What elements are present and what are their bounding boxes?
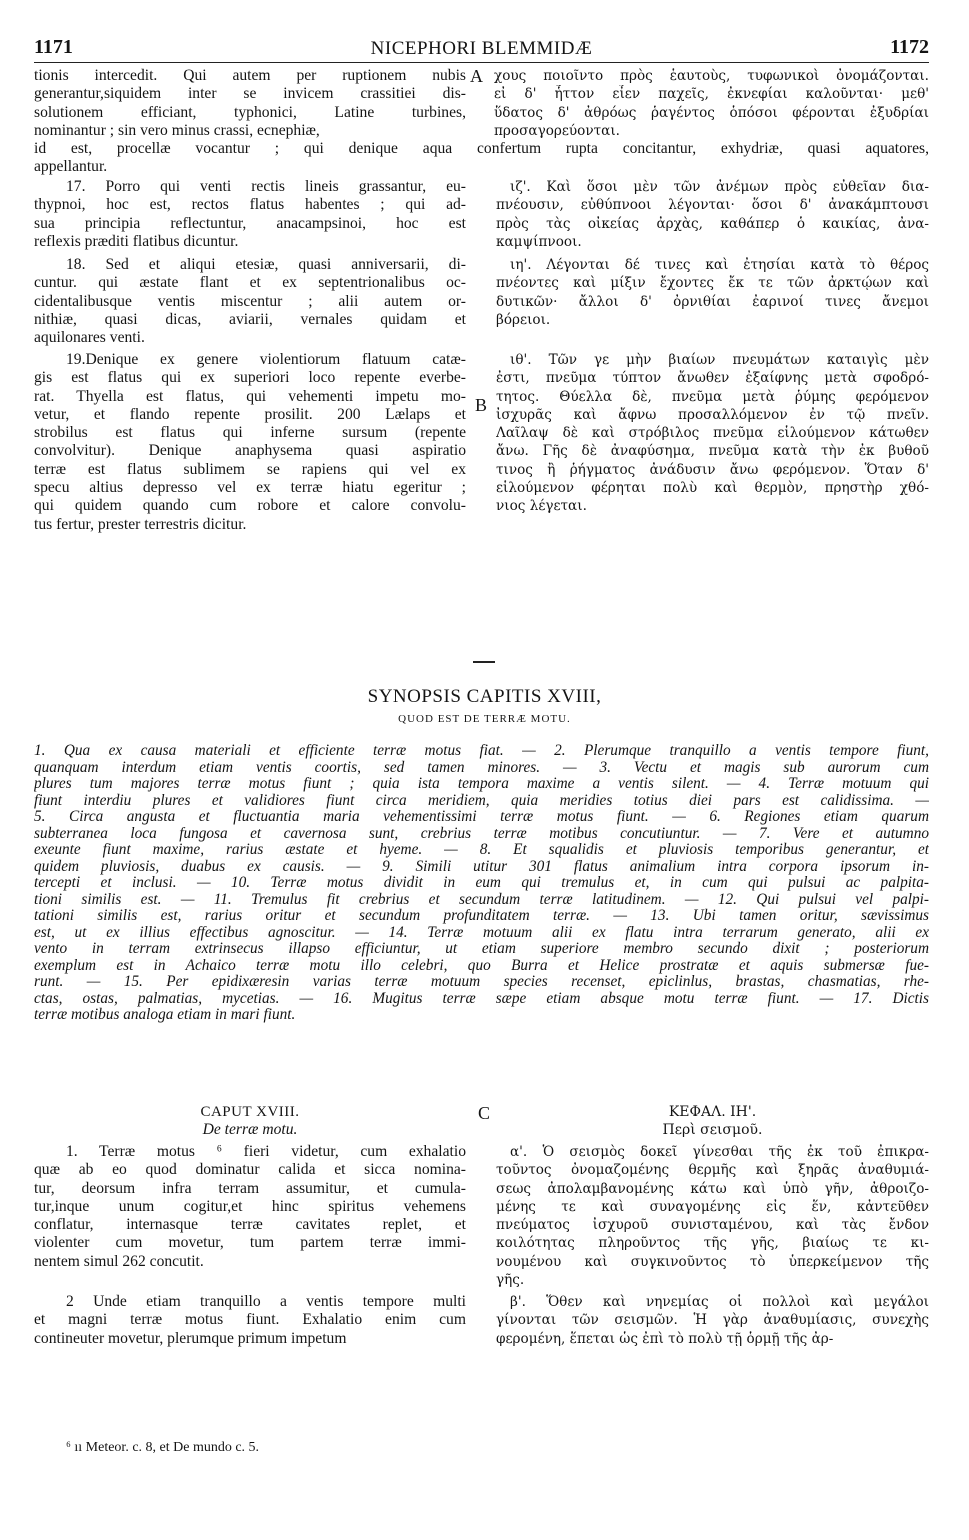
text-line: εἰ δ' ἧττον εἶεν παχεῖς, ἐκνεφίαι καλοῦνται· μεθ': [494, 86, 929, 103]
text-line: runt. — 15. Per epidixæresin varias terræ motuum species recenset, epiclinlus, brastas, chasmatias, rhe-: [34, 974, 929, 990]
text-line: nentem simul 262 concutit.: [34, 1252, 204, 1270]
text-line: tur,inque unum cogitur,et hinc spiritus vehemens: [34, 1197, 466, 1215]
text-line: νιος λέγεται.: [496, 498, 587, 515]
text-line: 1. Terræ motus ⁶ fieri videtur, cum exhalatio: [66, 1143, 466, 1160]
text-line: tercepti et inclusi. — 10. Terræ motus dividit in eum qui tremulus et, in cum qui pulsui ac palpita-: [34, 875, 929, 891]
text-line: cuntur. qui æstate flant et ex septentrionalibus oc-: [34, 274, 466, 292]
latin-para-18: [34, 256, 466, 347]
latin-para-19: [34, 351, 466, 534]
greek-chapter-para-2: [496, 1293, 929, 1348]
margin-letter-c: C: [478, 1103, 491, 1123]
greek-para-18: [496, 256, 929, 329]
text-line: cidentalibusque ventis miscentur ; alii autem or-: [34, 292, 466, 310]
latin-para-17: [34, 178, 466, 251]
caput-latin-subtitle: De terræ motu.: [202, 1121, 298, 1139]
text-line: πνεύματος ἰσχυροῦ συνισταμένου, καὶ τὰς ἔνδον: [496, 1217, 929, 1234]
text-line: tur, deorsum infra terram assumitur, et cumula-: [34, 1179, 466, 1197]
text-line: quidem pluviosis, duabus ex causis. — 9. Simili utitur 301 flatus animalium intra corpora ipsorum in-: [34, 858, 929, 875]
text-line: tionis intercedit. Qui autem per ruptionem nubis: [34, 67, 466, 84]
text-line: δυτικῶν· ἄλλοι δ' ὀρνιθίαι ἐαρινοί τινες ἄνεμοι: [496, 293, 929, 310]
text-line: quæ ab eo quod dominatur calida et sicca nomina-: [34, 1161, 466, 1179]
latin-chapter-para-1: [34, 1143, 466, 1271]
greek-para-19: [496, 351, 929, 516]
running-title: NICEPHORI BLEMMIDÆ: [370, 38, 593, 59]
text-line: 5. Circa angusta et fluctuantia maria vehementissimi terræ motus fiunt. — 6. Regiones etiam quarum: [34, 809, 929, 825]
text-line: quanquam interdum etiam ventis coortis, sed tamen minores. — 3. Vectu et magis sub aurorum cum: [34, 759, 929, 776]
text-line: ιθ'. Τῶν γε μὴν βιαίων πνευμάτων καταιγὶς μὲν: [510, 352, 929, 368]
header-rule: [34, 62, 929, 63]
text-line: κοιλότητας πληροῦντος τῆς γῆς, βιαίως τε κι-: [496, 1235, 929, 1252]
text-line: ἰσχυρᾶς καὶ ἄφνω προσαλλόμενον ἐν τῷ πνεῖν.: [496, 406, 929, 423]
page-number-left: 1171: [34, 36, 73, 58]
text-line: qui quidem quando cum robore et calore convolu-: [34, 497, 466, 515]
text-line: vento in terram extrinsecus illapso efficiuntur, ut etiam superiore membro secundo dixit ; posteriorum: [34, 941, 929, 957]
text-line: gis est flatus qui ex superiori loco repente everbe-: [34, 369, 466, 387]
text-line: ἄνω. Γῆς δὲ ἀναφύσημα, πνεῦμα κατὰ τὴν ἐκ βυθοῦ: [496, 443, 929, 460]
text-line: exeunte fiunt maxime, rarius æstate et hyeme. — 8. Et squalidis et pluviosis temporibus generantur, et: [34, 842, 929, 858]
text-line: τοῦντος ὀνομαζομένης θερμῆς καὶ ξηρᾶς ἀναθυμιά-: [496, 1162, 929, 1179]
text-line: convolvitur). Denique anaphysema quasi aspiratio: [34, 442, 466, 460]
greek-para-17: [496, 178, 929, 251]
page-number-right: 1172: [890, 36, 929, 58]
text-line: reflexis præditi flatibus dicuntur.: [34, 232, 239, 250]
synopsis-subtitle: QUOD EST DE TERRÆ MOTU.: [398, 713, 571, 725]
text-line: ἐστι, πνεῦμα τύπτον ἄνωθεν ἐξαίφνης μετὰ σφοδρό-: [496, 370, 929, 387]
text-line: Λαῖλαψ δὲ καὶ στρόβιλος πνεῦμα εἱλούμενον κάτωθεν: [496, 425, 929, 442]
latin-column-top: [34, 67, 466, 140]
latin-chapter-para-2: [34, 1293, 466, 1348]
text-line: tationi similis est, rarius oritur et secundum profunditatem terræ. — 13. Ubi tamen oritur, sævissimus: [34, 908, 929, 924]
text-line: φερομένη, ἕπεται ὡς ἐπὶ τὸ πολὺ τῇ ὁρμῇ τῆς ἀρ-: [496, 1330, 834, 1347]
text-line: 19.Denique ex genere violentiorum flatuum catæ-: [66, 351, 466, 368]
text-line: α'. Ὁ σεισμὸς δοκεῖ γίνεσθαι τῆς ἐκ τοῦ ἐπικρα-: [510, 1144, 929, 1160]
text-line: solutionem efficiant, typhonici, Latine turbines,: [34, 103, 466, 121]
section-divider: [473, 661, 495, 663]
text-line: nithiæ, quasi dicas, aviarii, vernales quidam et: [34, 310, 466, 328]
text-line: subterranea loca fungosa et cavernosa sunt, crebrius terræ motibus concutiuntur. — 7. Vere et autumno: [34, 825, 929, 842]
margin-letter-a: A: [470, 66, 483, 86]
text-line: tus fertur, prester terrestris dicitur.: [34, 515, 247, 533]
text-line: id est, procellæ vocantur ; qui denique aqua confertum rupta concitantur, exhydriæ, quasi aquatores,: [34, 140, 929, 157]
caput-greek-heading: [496, 1103, 929, 1140]
text-line: conflatur, internasque terræ cavitates replet, et: [34, 1216, 466, 1234]
text-line: thypnoi, hoc est, rectos flatus habentes ; qui ad-: [34, 196, 466, 214]
caput-latin-title: CAPUT XVIII.: [200, 1104, 300, 1120]
text-line: β'. Ὅθεν καὶ νηνεμίας οἱ πολλοὶ καὶ μεγάλοι: [510, 1294, 929, 1310]
greek-chapter-para-1: [496, 1143, 929, 1289]
text-line: καμψίπνοοι.: [496, 233, 582, 250]
text-line: ιη'. Λέγονται δέ τινες καὶ ἐτησίαι κατὰ τὸ θέρος: [510, 257, 929, 273]
caput-greek-title: ΚΕΦΑΛ. ΙΗ'.: [668, 1104, 757, 1120]
text-line: vetur, et flando repente prosilit. 200 Lælaps et: [34, 405, 466, 423]
text-line: τητος. Θύελλα δὲ, πνεῦμα μετὰ ῥύμης φερόμενον: [496, 388, 929, 405]
text-line: appellantur.: [34, 158, 108, 176]
text-line: terræ motibus analoga etiam in mari fiunt.: [34, 1007, 296, 1023]
text-line: et magni terræ motus fiunt. Exhalatio enim cum: [34, 1311, 466, 1329]
running-header: [34, 36, 929, 60]
synopsis-body: [34, 743, 929, 1024]
text-line: γίνονται τῶν σεισμῶν. Ἡ γὰρ ἀναθυμίασις, συνεχὴς: [496, 1312, 929, 1329]
text-line: nominantur ; sin vero minus crassi, ecnephiæ,: [34, 121, 320, 139]
text-line: βόρειοι.: [496, 311, 551, 328]
text-line: ὕδατος δ' ἀθρόως ῥαγέντος ὁπόσοι φέρονται ἐξυδρίαι: [494, 104, 929, 121]
text-line: νουμένου καὶ συγκινοῦντος τὸ ὑπερκείμενον τῆς: [496, 1253, 929, 1270]
text-line: ιζ'. Καὶ ὅσοι μὲν τῶν ἀνέμων πρὸς εὐθεῖαν δια-: [510, 179, 929, 195]
text-line: terræ est flatus sublimem se rapiens qui vel ex: [34, 460, 466, 478]
text-line: 1. Qua ex causa materiali et efficiente terræ motus fiat. — 2. Plerumque tranquillo a ventis tempore fiunt,: [34, 743, 929, 759]
text-line: est, ut ex illius effectibus agnoscitur. — 14. Terræ motuum alii ex flatu intra terrarum generato, alii ex: [34, 924, 929, 941]
caput-latin-heading: [34, 1103, 466, 1140]
text-line: πνέουσιν, εὐθύπνοοι λέγονται· ὅσοι δ' ἀνακάμπτουσι: [496, 197, 929, 214]
text-line: plures tum majores terræ motus fiunt ; quia ista tempora maxime a ventis silent. — 4. Terræ motuum qui: [34, 776, 929, 792]
text-line: generantur,siquidem inter se invicem crassitiei dis-: [34, 85, 466, 103]
text-line: violenter cum movetur, tum partem terræ immi-: [34, 1234, 466, 1252]
text-line: πνέοντες καὶ μίξιν ἔχοντες ἔκ τε τῶν ἀρκτῴων καὶ: [496, 275, 929, 292]
text-line: μένης τε καὶ συναγομένης εἰς ἕν, κἀντεῦθεν: [496, 1198, 929, 1215]
text-line: προσαγορεύονται.: [494, 122, 620, 139]
text-line: rat. Thyella est flatus, qui vehementi impetu mo-: [34, 387, 466, 405]
text-line: sua principia reflectuntur, anacampsinoi, hoc est: [34, 214, 466, 232]
text-line: χους ποιοῖντο πρὸς ἑαυτοὺς, τυφωνικοὶ ὀνομάζονται.: [494, 68, 929, 84]
text-line: strobilus est flatus qui inferne sursum (repente: [34, 424, 466, 442]
margin-letter-b: B: [475, 395, 488, 415]
caput-greek-subtitle: Περὶ σεισμοῦ.: [662, 1122, 763, 1139]
text-line: σεως ἀπολαμβανομένης κάτω καὶ ὑπὸ γῆν, ἀθροιζο-: [496, 1180, 929, 1197]
full-width-lines: [34, 140, 929, 177]
text-line: contineuter movetur, plerumque primum impetum: [34, 1329, 347, 1347]
text-line: exemplum est in Achaico terræ motu illo celebri, quo Burra et Helice prostratæ et aquis submersæ fue-: [34, 957, 929, 974]
footnote: ⁶ ıı Meteor. c. 8, et De mundo c. 5.: [66, 1440, 260, 1455]
greek-column-top: [494, 67, 929, 140]
text-line: specu altius depresso vel ex terræ hiatu egeritur ;: [34, 479, 466, 497]
text-line: τινος ἢ ῥήγματος ἀνάδυσιν ἄνω φερόμενον. Ὅταν δ': [496, 461, 929, 478]
text-line: εἱλούμενον φέρηται πολὺ καὶ θερμὸν, πρηστὴρ χθό-: [496, 480, 929, 497]
text-line: πρὸς τὰς οἰκείας ἀρχὰς, καθάπερ ὁ καικίας, ἀνα-: [496, 215, 929, 232]
text-line: γῆς.: [496, 1272, 525, 1289]
text-line: ctas, ostas, palmatias, mycetias. — 16. Mugitus terræ sæpe etiam absque motu terræ fiunt. — 17. Dictis: [34, 990, 929, 1007]
text-line: fiunt interdiu plures et validiores fiunt circa meridiem, quia meridies totius diei pars est calidissima. —: [34, 792, 929, 809]
text-line: aquilonares venti.: [34, 329, 145, 347]
text-line: 17. Porro qui venti rectis lineis grassantur, eu-: [66, 178, 466, 195]
synopsis-title: SYNOPSIS CAPITIS XVIII,: [367, 686, 602, 707]
text-line: 18. Sed et aliqui etesiæ, quasi anniversarii, di-: [66, 256, 466, 273]
text-line: 2 Unde etiam tranquillo a ventis tempore multi: [66, 1293, 466, 1310]
text-line: tioni similis est. — 11. Tremulus fit crebrius et secundum terræ latitudinem. — 12. Qui pulsui vel palpi-: [34, 891, 929, 908]
